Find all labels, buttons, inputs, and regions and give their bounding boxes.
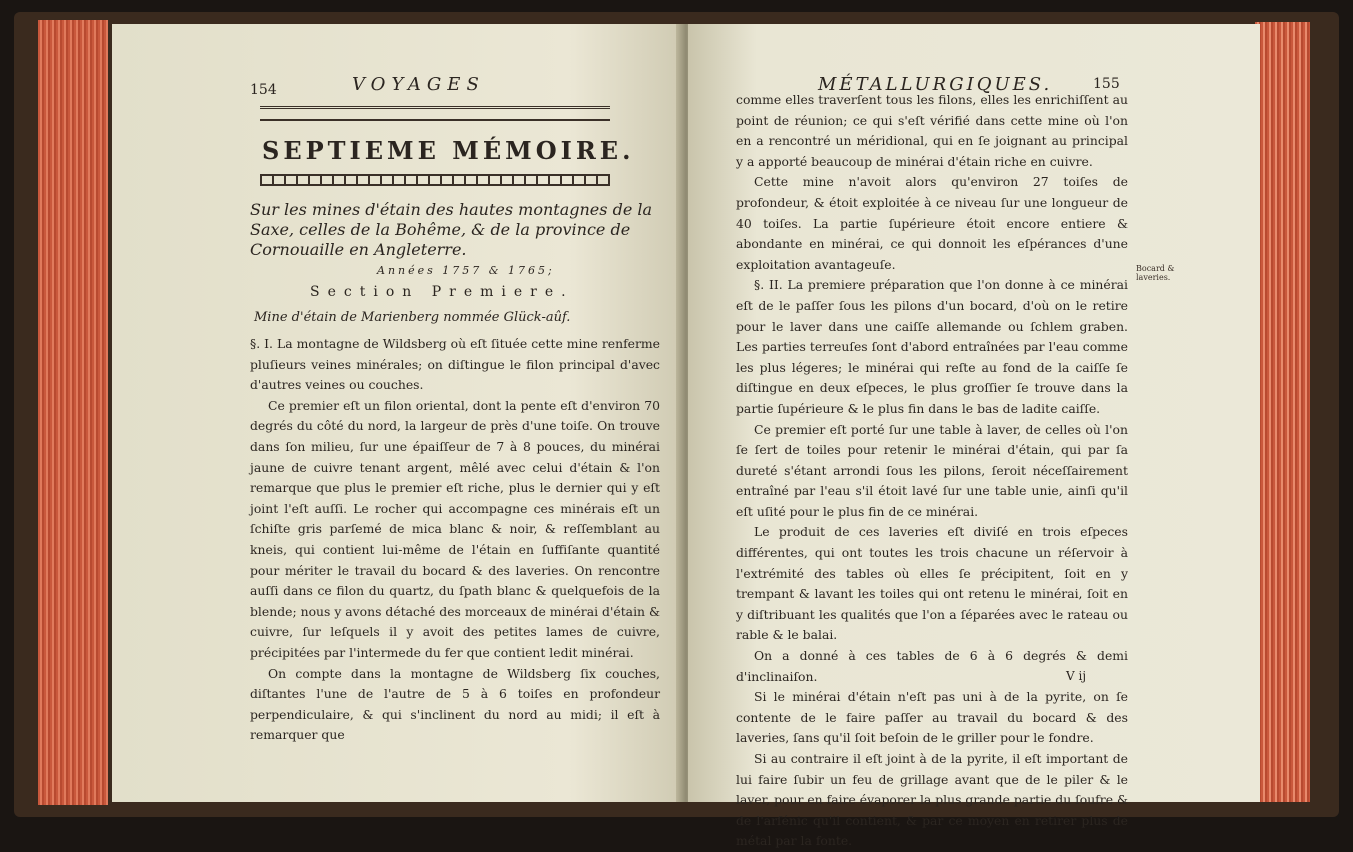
margin-note: Bocard & laveries. [1136,264,1175,282]
signature-mark: V ij [1066,669,1087,683]
paragraph: §. II. La premiere préparation que l'on donne à ce minérai eſt de le paſſer ſous les pilons d'un bocard, d'où on le retire pour le laver dans une caiſſe allemande ou ſchlem graben. Les parties terreuſes ſont d'abord entraînées par l'eau comme les plus légeres; le minérai qui reſte au fond de la caiſſe ſe diſtingue en deux eſpeces, le plus groſſier ſe trouve dans la partie ſupérieure & le plus fin dans le bas de ladite caiſſe. [736,277,1128,416]
left-body [250,334,660,746]
paragraph: On compte dans la montagne de Wildsberg ſix couches, diſtantes l'une de l'autre de 5 à 6 toiſes en profondeur perpendiculaire, & qui s'inclinent du nord au midi; il eſt à remarquer que [250,665,660,743]
page-edges-right [1255,22,1310,802]
paragraph: On a donné à ces tables de 6 à 6 degrés & demi d'inclinaiſon. [736,648,1128,684]
paragraph: Ce premier eſt porté ſur une table à laver, de celles où l'on ſe ſert de toiles pour retenir le minérai d'étain, qui par ſa dureté s'étant arrondi ſous les pilons, ſeroit néceſſairement entraîné par l'eau s'il étoit lavé ſur une table unie, ainſi qu'il eſt uſité pour le plus fin de ce minérai. [736,421,1128,519]
header-ornament [260,106,610,121]
paragraph: Cette mine n'avoit alors qu'environ 27 toiſes de profondeur, & étoit exploitée à ce niveau ſur une longueur de 40 toiſes. La partie ſupérieure étoit encore entiere & abondante en minérai, ce qui donnoit les eſpérances d'une exploitation avantageuſe. [736,174,1128,272]
right-page [688,24,1260,849]
running-head: MÉTALLURGIQUES. [818,74,1053,95]
section-mark: §. I. [250,336,273,351]
title-ornament [260,174,610,186]
section-heading: Section Premiere. [310,284,574,300]
paragraph: Le produit de ces laveries eſt diviſé en trois eſpeces différentes, qui ont toutes les trois chacune un réſervoir à l'extrémité des tables où elles ſe précipitent, ſoit en y trempant & lavant les toiles qui ont retenu le minérai, ſoit en y diſtribuant les qualités que l'on a ſéparées avec le rateau ou rable & le balai. [736,524,1128,643]
paragraph: comme elles traverſent tous les filons, elles les enrichiſſent au point de réunion; ce qui s'eſt vérifié dans cette mine où l'on en a rencontré un méridional, qui en ſe joignant au principal y a apporté beaucoup de minérai d'étain riche en cuivre. [736,92,1128,169]
page-title: SEPTIEME MÉMOIRE. [262,136,635,165]
mine-title: Mine d'étain de Marienberg nommée Glück-aûf. [254,310,571,325]
paragraph: Si au contraire il eſt joint à de la pyrite, il eſt important de lui faire ſubir un feu de grillage avant que de le piler & le laver, pour en faire évaporer la plus grande partie du ſoufre & de l'arſénic qu'il contient, & par ce moyen en retirer plus de métal par la fonte. [736,751,1128,849]
paragraph: Si le minérai d'étain n'eſt pas uni à de la pyrite, on ſe contente de le faire paſſer au travail du bocard & des laveries, ſans qu'il ſoit beſoin de le griller pour le fondre. [736,689,1128,746]
page-number: 155 [1093,76,1120,92]
page-edges-left [38,20,108,805]
page-number: 154 [250,82,277,98]
subtitle: Sur les mines d'étain des hautes montagnes de la Saxe, celles de la Bohême, & de la province de Cornouaille en Angleterre. [250,200,653,259]
paragraph: Ce premier eſt un filon oriental, dont la pente eſt d'environ 70 degrés du côté du nord, la largeur de près d'une toiſe. On trouve dans ſon milieu, ſur une épaiſſeur de 7 à 8 pouces, du minérai jaune de cuivre tenant argent, mêlé avec celui d'étain & l'on remarque que plus le premier eſt riche, plus le dernier qui y eſt joint l'eſt auſſi. Le rocher qui accompagne ces minérais eſt un ſchiſte gris parſemé de mica blanc & noir, & reſſemblant au kneis, qui contient lui-même de l'étain en ſuffiſante quantité pour mériter le travail du bocard & des laveries. On rencontre auſſi dans ce filon du quartz, du ſpath blanc & quelquefois de la blende; nous y avons détaché des morceaux de minérai d'étain & cuivre, ſur leſquels il y avoit des petites lames de cuivre, précipitées par l'intermede du fer que contient ledit minérai. [250,397,660,660]
left-page [112,24,684,802]
paragraph: La montagne de Wildsberg où eſt ſituée cette mine renferme pluſieurs veines minérales; on diſtingue le filon principal d'avec d'autres veines ou couches. [250,336,660,393]
running-head: VOYAGES [352,74,485,95]
right-body [736,90,1128,852]
years: Années 1757 & 1765; [377,264,555,277]
